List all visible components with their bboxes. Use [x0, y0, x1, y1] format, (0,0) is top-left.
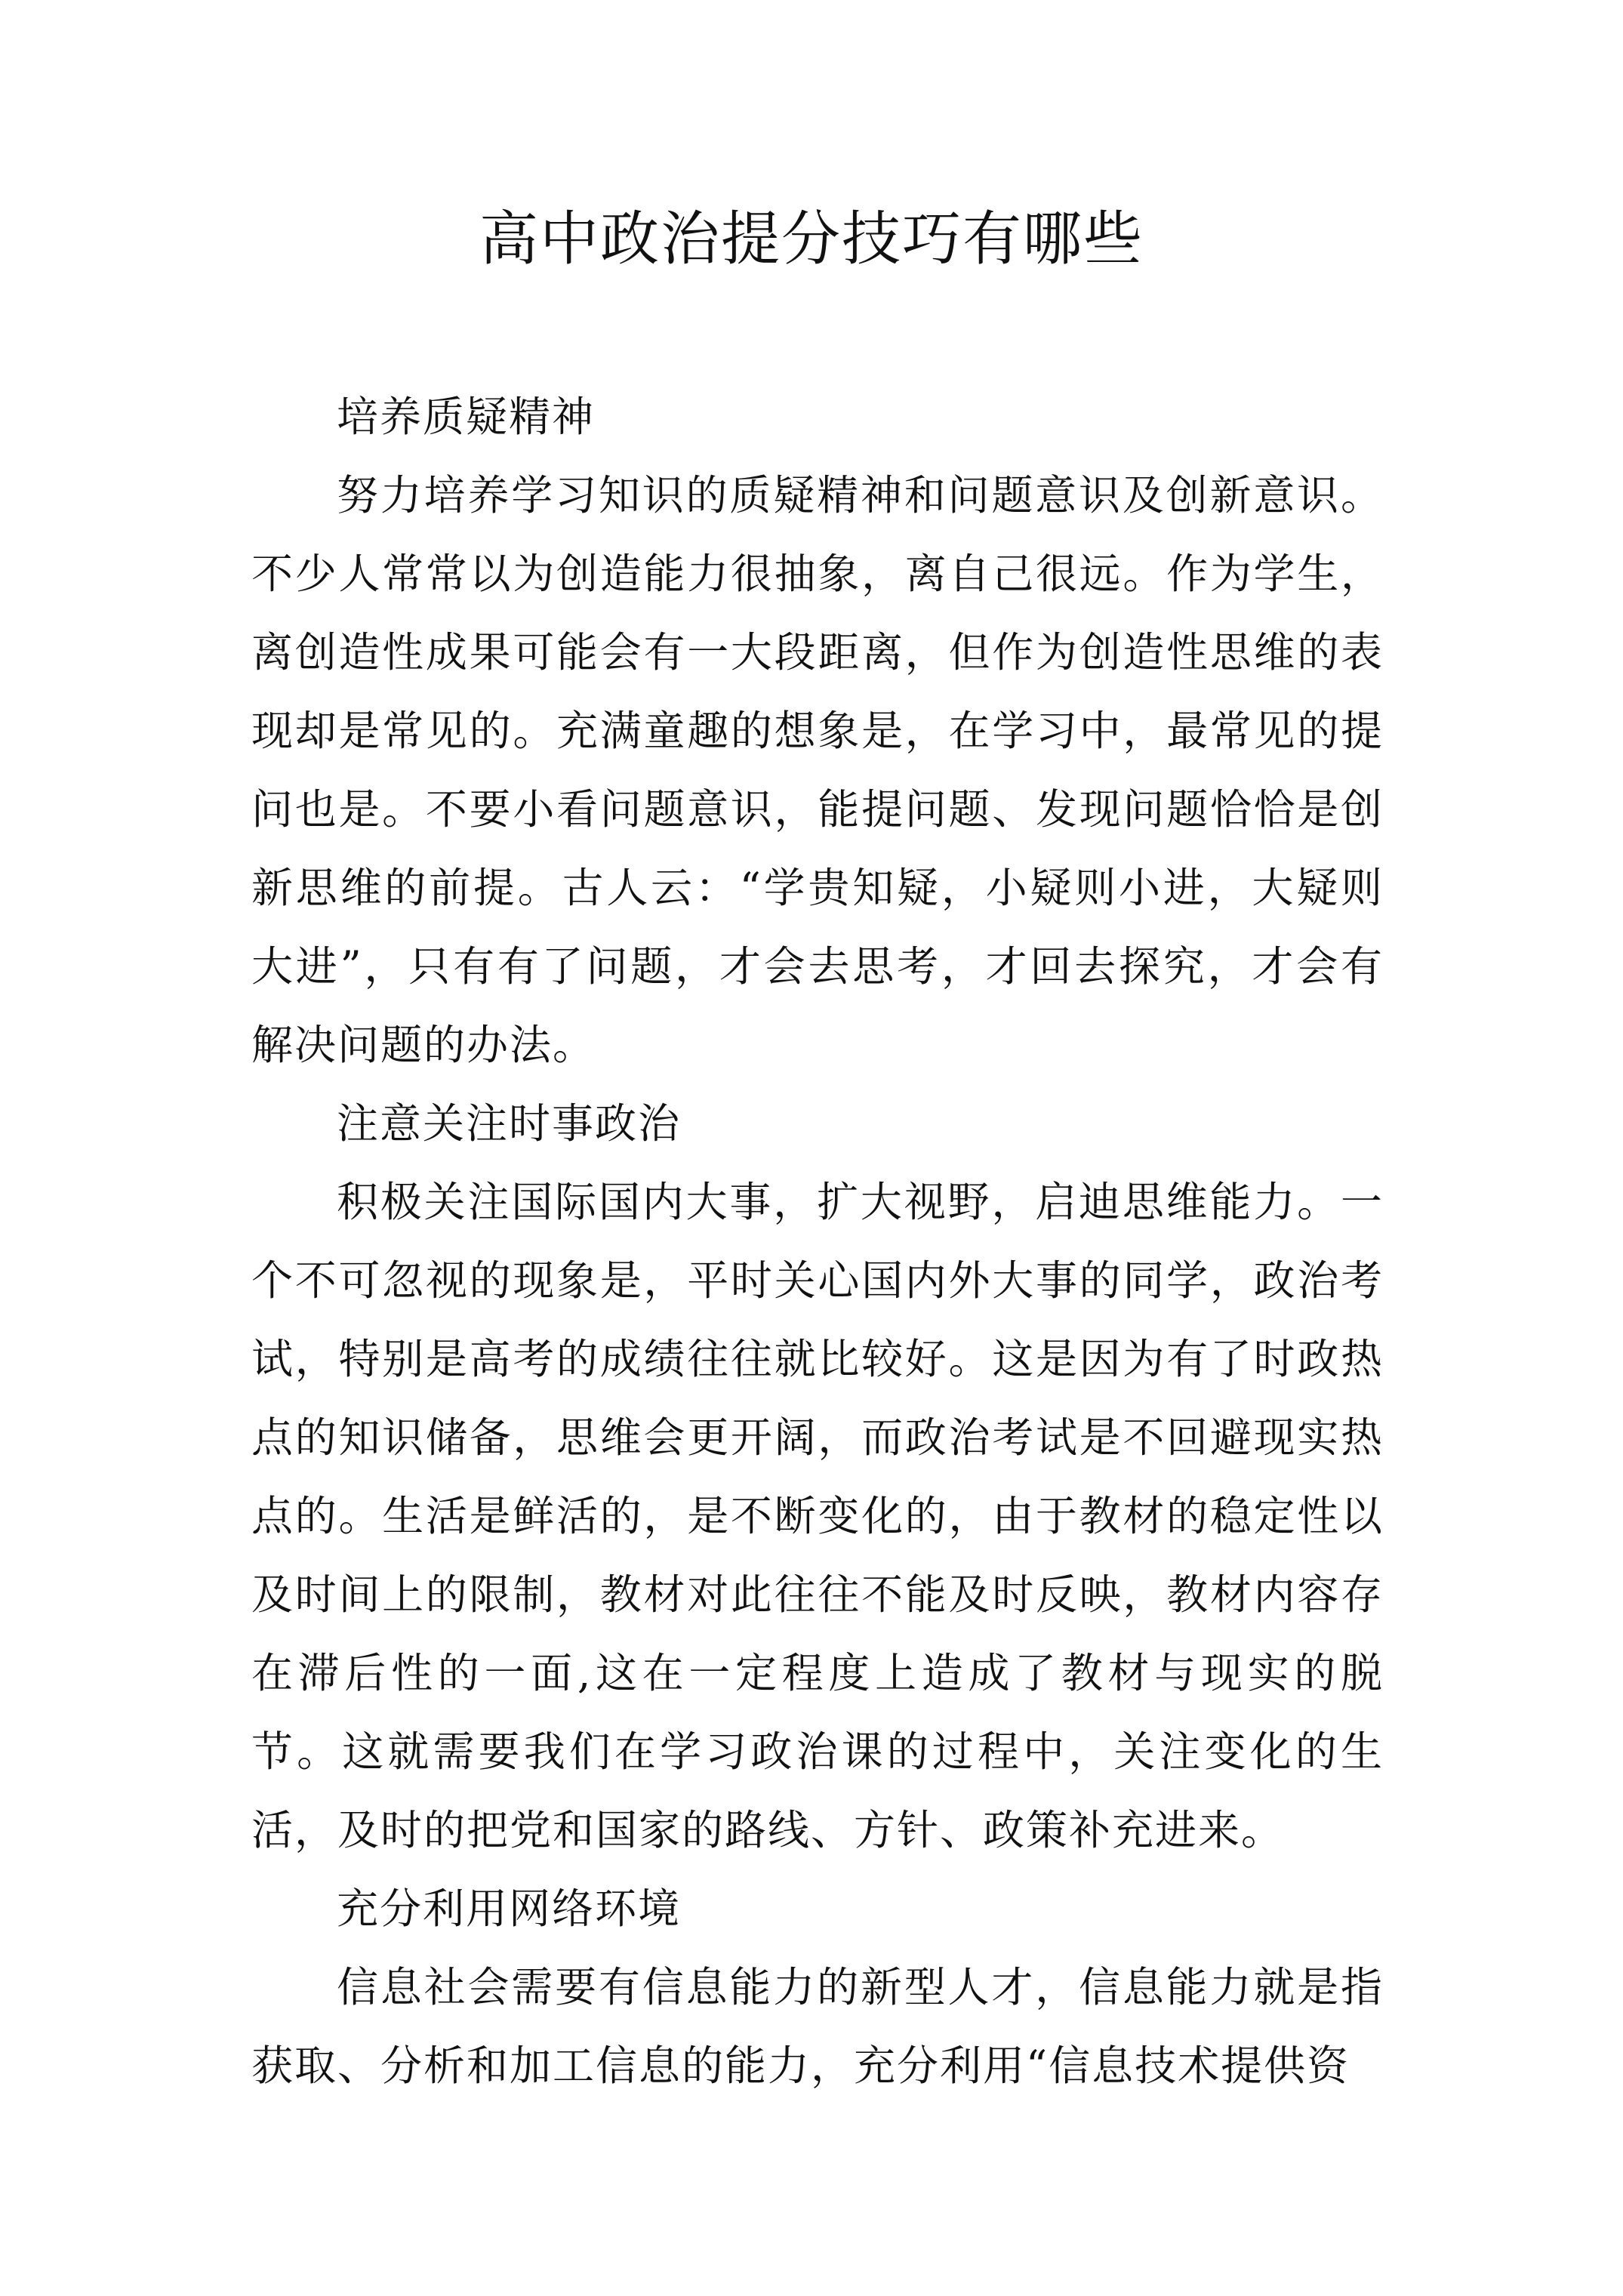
- section-paragraph-questioning: 努力培养学习知识的质疑精神和问题意识及创新意识。不少人常常以为创造能力很抽象，离自己很远。作为学生，离创造性成果可能会有一大段距离，但作为创造性思维的表现却是常见的。充满童趣的想象是，在学习中，最常见的提问也是。不要小看问题意识，能提问题、发现问题恰恰是创新思维的前提。古人云：“学贵知疑，小疑则小进，大疑则大进”，只有有了问题，才会去思考，才回去探究，才会有解决问题的办法。: [251, 471, 1384, 1069]
- document-body: [251, 378, 1384, 2105]
- section-paragraph-current-affairs: 积极关注国际国内大事，扩大视野，启迪思维能力。一个不可忽视的现象是，平时关心国内外大事的同学，政治考试，特别是高考的成绩往往就比较好。这是因为有了时政热点的知识储备，思维会更开阔，而政治考试是不回避现实热点的。生活是鲜活的，是不断变化的，由于教材的稳定性以及时间上的限制，教材对此往往不能及时反映，教材内容存在滞后性的一面,这在一定程度上造成了教材与现实的脱节。这就需要我们在学习政治课的过程中，关注变化的生活，及时的把党和国家的路线、方针、政策补充进来。: [251, 1178, 1384, 1854]
- section-heading-current-affairs: 注意关注时事政治: [337, 1099, 682, 1148]
- section-heading-questioning: 培养质疑精神: [337, 393, 596, 441]
- document-title: 高中政治提分技巧有哪些: [479, 205, 1144, 273]
- section-heading-network: 充分利用网络环境: [337, 1885, 682, 1933]
- section-paragraph-network: 信息社会需要有信息能力的新型人才，信息能力就是指获取、分析和加工信息的能力，充分利用“信息技术提供资: [251, 1963, 1384, 2090]
